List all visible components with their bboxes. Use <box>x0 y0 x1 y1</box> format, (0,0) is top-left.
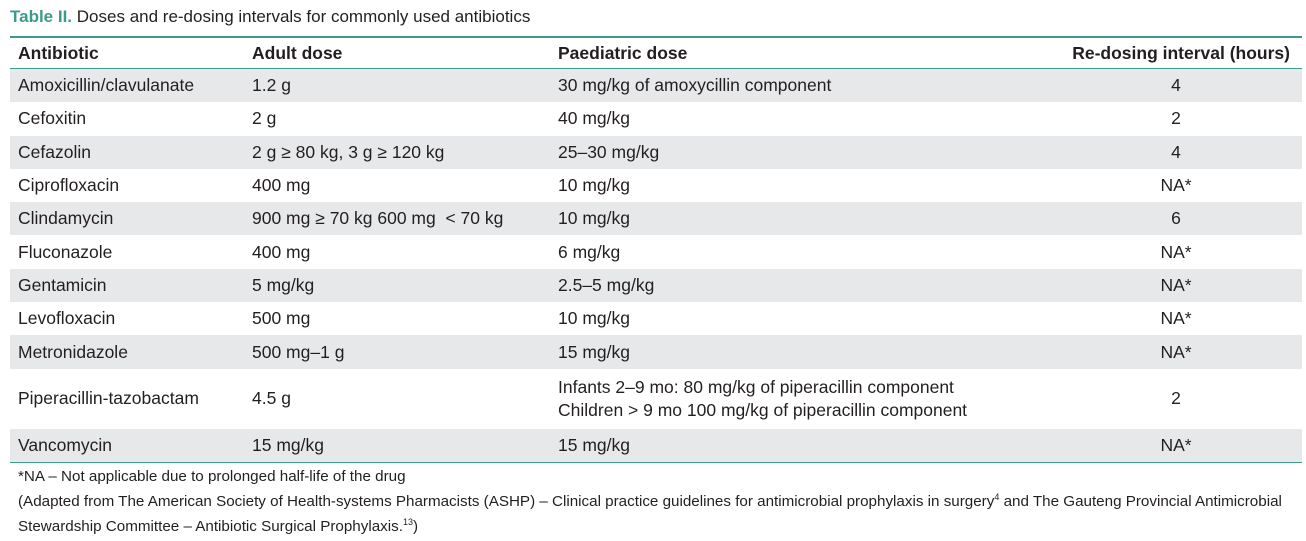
cell-interval: 4 <box>1042 136 1302 169</box>
cell-adult-dose: 500 mg–1 g <box>244 335 550 368</box>
cell-interval: 4 <box>1042 69 1302 103</box>
cell-antibiotic: Amoxicillin/clavulanate <box>10 69 244 103</box>
cell-paediatric-dose: 25–30 mg/kg <box>550 136 1042 169</box>
header-paediatric-dose: Paediatric dose <box>550 38 1042 69</box>
cell-adult-dose: 4.5 g <box>252 388 291 409</box>
cell-interval: NA* <box>1042 429 1302 462</box>
table-row <box>10 69 1302 103</box>
cell-antibiotic: Ciprofloxacin <box>18 175 120 196</box>
caption-text: Doses and re-dosing intervals for commonly used antibiotics <box>76 7 531 26</box>
paediatric-dose-children: Children > 9 mo 100 mg/kg of piperacillin component <box>558 399 968 420</box>
cell-antibiotic: Fluconazole <box>18 241 113 262</box>
cell-paediatric-dose: 2.5–5 mg/kg <box>550 269 1042 302</box>
cell-antibiotic: Cefoxitin <box>18 108 87 129</box>
bottom-rule <box>10 462 1302 463</box>
source-text-2: and The Gauteng Provincial Antimicrobial Stewardship Committee – Antibiotic Surgical Prophylaxis. <box>18 493 1282 536</box>
cell-adult-dose: 2 g <box>252 108 277 129</box>
cell-paediatric-dose <box>550 369 1042 429</box>
cell-paediatric-dose: 40 mg/kg <box>558 108 630 129</box>
cell-paediatric-dose: 10 mg/kg <box>558 175 630 196</box>
antibiotic-table <box>10 38 1302 462</box>
table-row <box>10 369 1302 429</box>
header-antibiotic: Antibiotic <box>10 38 244 69</box>
table-body <box>10 69 1302 462</box>
cell-antibiotic: Gentamicin <box>10 269 244 302</box>
cell-paediatric-dose: 10 mg/kg <box>558 308 630 329</box>
source-ref-1: 4 <box>994 491 1000 502</box>
cell-adult-dose: 1.2 g <box>244 69 550 103</box>
cell-interval: NA* <box>1042 269 1302 302</box>
cell-adult-dose: 15 mg/kg <box>244 429 550 462</box>
cell-antibiotic: Metronidazole <box>10 335 244 368</box>
table-row <box>10 102 1302 135</box>
paediatric-dose-infants: Infants 2–9 mo: 80 mg/kg of piperacillin component <box>558 376 954 397</box>
cell-antibiotic: Clindamycin <box>10 202 244 235</box>
header-row <box>10 38 1302 69</box>
cell-adult-dose: 400 mg <box>252 241 311 262</box>
cell-interval: NA* <box>1042 335 1302 368</box>
header-adult-dose: Adult dose <box>244 38 550 69</box>
table-row <box>10 202 1302 235</box>
footnote-source <box>18 487 1302 537</box>
table-caption <box>10 6 1302 30</box>
cell-adult-dose: 400 mg <box>252 175 311 196</box>
caption-label: Table II. <box>10 7 73 26</box>
table-row <box>10 235 1302 268</box>
table-header <box>10 38 1302 69</box>
table-footnotes <box>10 467 1302 537</box>
cell-interval: NA* <box>1160 175 1192 196</box>
footnote-na: *NA – Not applicable due to prolonged half-life of the drug <box>18 467 406 485</box>
cell-interval: 2 <box>1171 108 1181 129</box>
cell-antibiotic: Cefazolin <box>10 136 244 169</box>
cell-interval: NA* <box>1160 308 1192 329</box>
table-row <box>10 269 1302 302</box>
source-text-1: (Adapted from The American Society of Health-systems Pharmacists (ASHP) – Clinical practice guidelines for antimicrobial prophylaxis in surgery <box>18 493 995 511</box>
table-figure <box>10 6 1302 537</box>
header-redosing-interval: Re-dosing interval (hours) <box>1042 38 1302 69</box>
cell-adult-dose: 500 mg <box>252 308 311 329</box>
cell-paediatric-dose: 30 mg/kg of amoxycillin component <box>550 69 1042 103</box>
cell-paediatric-dose: 6 mg/kg <box>558 241 621 262</box>
cell-paediatric-dose: 10 mg/kg <box>550 202 1042 235</box>
cell-antibiotic: Piperacillin-tazobactam <box>18 388 199 409</box>
source-ref-2: 13 <box>402 517 413 528</box>
table-row <box>10 335 1302 368</box>
cell-antibiotic: Vancomycin <box>10 429 244 462</box>
cell-interval: NA* <box>1160 241 1192 262</box>
table-row <box>10 302 1302 335</box>
table-row <box>10 429 1302 462</box>
source-text-3: ) <box>412 518 419 536</box>
table-row <box>10 136 1302 169</box>
cell-interval: 6 <box>1042 202 1302 235</box>
table-row <box>10 169 1302 202</box>
cell-adult-dose: 900 mg ≥ 70 kg 600 mg < 70 kg <box>244 202 550 235</box>
cell-paediatric-dose: 15 mg/kg <box>550 429 1042 462</box>
cell-adult-dose: 2 g ≥ 80 kg, 3 g ≥ 120 kg <box>244 136 550 169</box>
cell-interval: 2 <box>1171 388 1181 409</box>
cell-adult-dose: 5 mg/kg <box>244 269 550 302</box>
cell-antibiotic: Levofloxacin <box>18 308 116 329</box>
cell-paediatric-dose: 15 mg/kg <box>550 335 1042 368</box>
